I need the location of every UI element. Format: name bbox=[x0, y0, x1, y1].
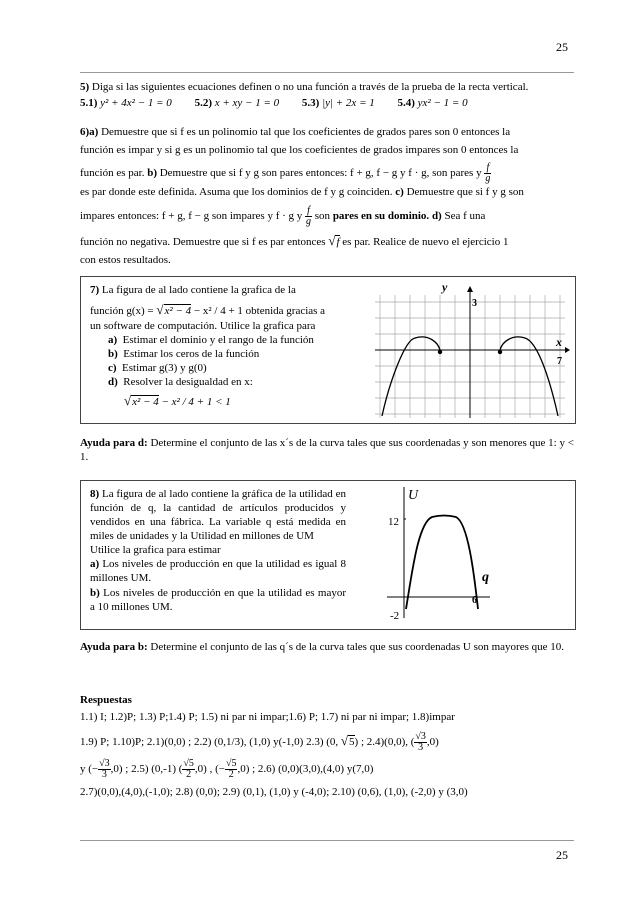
answers-line-2a: 1.9) P; 1.10)P; 2.1)(0,0) ; 2.2) (0,1/3), (1,0) y(-1,0) 2.3) (0, bbox=[80, 736, 341, 748]
q5-number: 5) bbox=[80, 81, 90, 93]
question-8-text bbox=[90, 487, 346, 614]
answers-title: Respuestas bbox=[80, 694, 132, 706]
footer-rule bbox=[80, 840, 574, 841]
q8-number: 8) bbox=[90, 488, 100, 500]
q7-item-b-label: b) bbox=[108, 347, 118, 360]
answers-line-2-rad: 5 bbox=[349, 736, 355, 748]
sqrt-icon: √ bbox=[340, 733, 349, 748]
q7-line-2a: función g(x) = bbox=[90, 305, 157, 318]
q6-line-7: con estos resultados. bbox=[80, 253, 171, 266]
q6-line-3a: función es par. bbox=[80, 167, 148, 180]
sqrt-icon: √ bbox=[156, 302, 164, 318]
help-d bbox=[80, 436, 574, 464]
q8-x-axis-label: q bbox=[482, 570, 489, 585]
q5-text: Diga si las siguientes ecuaciones definen o no una función a través de la prueba de la recta vertical. bbox=[89, 81, 529, 93]
q6-line-4b: Demuestre que si f y g son bbox=[403, 186, 524, 199]
q7-item-a-text: Estimar el dominio y el rango de la función bbox=[122, 333, 314, 346]
q5-item-1-eq: y² + 4x² − 1 = 0 bbox=[100, 97, 172, 110]
help-d-text: Determine el conjunto de las x´s de la curva tales que sus coordenadas y son menores que 1: y < 1. bbox=[80, 437, 574, 464]
q8-y-axis-label: U bbox=[408, 488, 419, 503]
q7-graph bbox=[360, 280, 570, 420]
arrow-right-icon bbox=[565, 347, 570, 353]
q7-number: 7) bbox=[90, 284, 100, 296]
q6-a-label: a) bbox=[89, 126, 99, 138]
q8-x-tick: 6 bbox=[472, 595, 477, 606]
header-page-number: 25 bbox=[556, 40, 568, 54]
q6-line-5-bold: pares en su dominio. bbox=[332, 209, 430, 222]
q6-line-2: función es impar y si g es un polinomio tal que los coeficientes de grados impares son 0 entonces la bbox=[80, 143, 519, 156]
q7-line-3: un software de computación. Utilice la grafica para bbox=[90, 319, 316, 332]
answers-line-3a: y (− bbox=[80, 763, 99, 775]
answers-section bbox=[80, 692, 574, 800]
help-b bbox=[80, 640, 574, 654]
answers-line-2c: ,0) bbox=[426, 736, 439, 748]
help-b-label: Ayuda para b: bbox=[80, 641, 148, 653]
answers-line-2b: ) ; 2.4)(0,0), ( bbox=[354, 736, 415, 748]
q8-b-text: Los niveles de producción en que la utilidad es mayor a 10 millones UM. bbox=[90, 586, 346, 613]
q7-radicand: x² − 4 bbox=[164, 305, 192, 318]
q7-line-2b: − x² / 4 + 1 obtenida gracias a bbox=[191, 305, 326, 318]
q6-b-label: b) bbox=[147, 167, 157, 180]
q7-item-c-label: c) bbox=[108, 361, 117, 374]
q6-line-5c: Sea f una bbox=[441, 209, 486, 222]
q6-number: 6) bbox=[80, 126, 90, 138]
q6-line-1: Demuestre que si f es un polinomio tal que los coeficientes de grados pares son 0 entonces la bbox=[98, 126, 511, 138]
q8-b-label: b) bbox=[90, 586, 100, 599]
q5-item-4-eq: yx² − 1 = 0 bbox=[417, 97, 468, 110]
q7-x-axis-label: x bbox=[556, 335, 562, 349]
answers-line-3c: ,0) , (− bbox=[194, 763, 225, 775]
q7-item-d-label: d) bbox=[108, 376, 118, 389]
q6-fraction-f-over-g: $\frac{f}{g}$ bbox=[485, 162, 491, 185]
answers-line-3b: ,0) ; 2.5) (0,-1) ( bbox=[110, 763, 183, 775]
q7-curve-right bbox=[500, 337, 558, 416]
q5-item-2-label: 5.2) bbox=[194, 97, 212, 110]
q8-line-1: La figura de al lado contiene la gráfica de la utilidad en función de q, la cantidad de artículos producidos y vendidos en una fábrica. La variable q está medida en miles de unidades y la Utilidad en millones de UM bbox=[90, 488, 346, 543]
q5-item-1-label: 5.1) bbox=[80, 97, 98, 110]
q7-item-c-text: Estimar g(3) y g(0) bbox=[122, 361, 207, 374]
q6-line-6a: función no negativa. Demuestre que si f es par entonces bbox=[80, 235, 326, 248]
arrow-up-icon bbox=[467, 286, 473, 292]
answers-frac-1: $\frac{√3}{3}$ bbox=[415, 730, 426, 753]
q6-d-label: d) bbox=[431, 209, 442, 222]
q5-item-2-eq: x + xy − 1 = 0 bbox=[214, 97, 280, 110]
answers-frac-2: $\frac{√3}{3}$ bbox=[99, 757, 110, 780]
footer-page-number: 25 bbox=[556, 848, 568, 862]
q7-curve-left bbox=[382, 337, 440, 416]
sqrt-icon: √ bbox=[328, 232, 336, 248]
q8-curve bbox=[406, 516, 478, 610]
q5-item-3-eq: |y| + 2x = 1 bbox=[322, 97, 375, 110]
q7-y-axis-label: y bbox=[442, 280, 448, 294]
q7-x-tick: 7 bbox=[557, 356, 562, 367]
q8-line-2: Utilice la grafica para estimar bbox=[90, 544, 221, 557]
q6-line-4a: es par donde este definida. Asuma que los dominios de f y g coinciden. bbox=[80, 186, 396, 199]
answers-line-1: 1.1) I; 1.2)P; 1.3) P;1.4) P; 1.5) ni par ni impar;1.6) P; 1.7) ni par ni impar; 1.8)impar bbox=[80, 710, 455, 723]
q6-line-5b: son bbox=[314, 209, 331, 222]
q8-a-label: a) bbox=[90, 558, 100, 571]
q8-y-tick-bottom: -2 bbox=[390, 610, 400, 622]
answers-frac-3: $\frac{√5}{2}$ bbox=[183, 757, 194, 780]
q7-ineq-rest: − x² / 4 + 1 < 1 bbox=[158, 396, 231, 409]
q6-fraction-2: $\frac{f}{g}$ bbox=[306, 204, 312, 227]
q7-line-1: La figura de al lado contiene la grafica de la bbox=[99, 284, 296, 296]
q8-y-tick-top: 12 bbox=[388, 516, 399, 528]
question-5 bbox=[80, 80, 574, 112]
q8-graph bbox=[382, 483, 492, 623]
q6-line-3b: Demuestre que si f y g son pares entonces: f + g, f − g y f · g, son pares y bbox=[156, 167, 482, 180]
header-rule bbox=[80, 72, 574, 73]
q5-item-4-label: 5.4) bbox=[397, 97, 415, 110]
answers-line-4: 2.7)(0,0),(4,0),(-1,0); 2.8) (0,0); 2.9) (0,1), (1,0) y (-4,0); 2.10) (0,6), (1,0), (-2,0) y (3,0) bbox=[80, 785, 468, 798]
q6-line-5a: impares entonces: f + g, f − g son impares y f · g y bbox=[80, 209, 303, 222]
q6-line-6b: es par. Realice de nuevo el ejercicio 1 bbox=[339, 235, 509, 248]
q8-a-text: Los niveles de producción en que la utilidad es igual 8 millones UM. bbox=[90, 558, 346, 585]
q6-sqrt-f: f bbox=[336, 235, 340, 248]
q7-item-a-label: a) bbox=[108, 333, 118, 346]
q7-item-b-text: Estimar los ceros de la función bbox=[123, 347, 260, 360]
q6-c-label: c) bbox=[395, 186, 404, 199]
q7-point-right bbox=[498, 350, 502, 354]
q7-point-left bbox=[438, 350, 442, 354]
q7-ineq-radicand: x² − 4 bbox=[132, 396, 159, 409]
sqrt-icon: √ bbox=[124, 393, 132, 409]
question-7-text bbox=[90, 283, 360, 410]
help-d-label: Ayuda para d: bbox=[80, 437, 148, 449]
answers-line-3d: ,0) ; 2.6) (0,0)(3,0),(4,0) y(7,0) bbox=[237, 763, 374, 775]
q5-item-3-label: 5.3) bbox=[301, 97, 320, 110]
question-6 bbox=[80, 124, 574, 269]
q7-y-tick: 3 bbox=[472, 298, 477, 309]
q7-item-d-text: Resolver la desigualdad en x: bbox=[123, 376, 253, 389]
help-b-text: Determine el conjunto de las q´s de la curva tales que sus coordenadas U son mayores que 10. bbox=[147, 641, 565, 653]
answers-frac-4: $\frac{√5}{2}$ bbox=[225, 757, 237, 780]
